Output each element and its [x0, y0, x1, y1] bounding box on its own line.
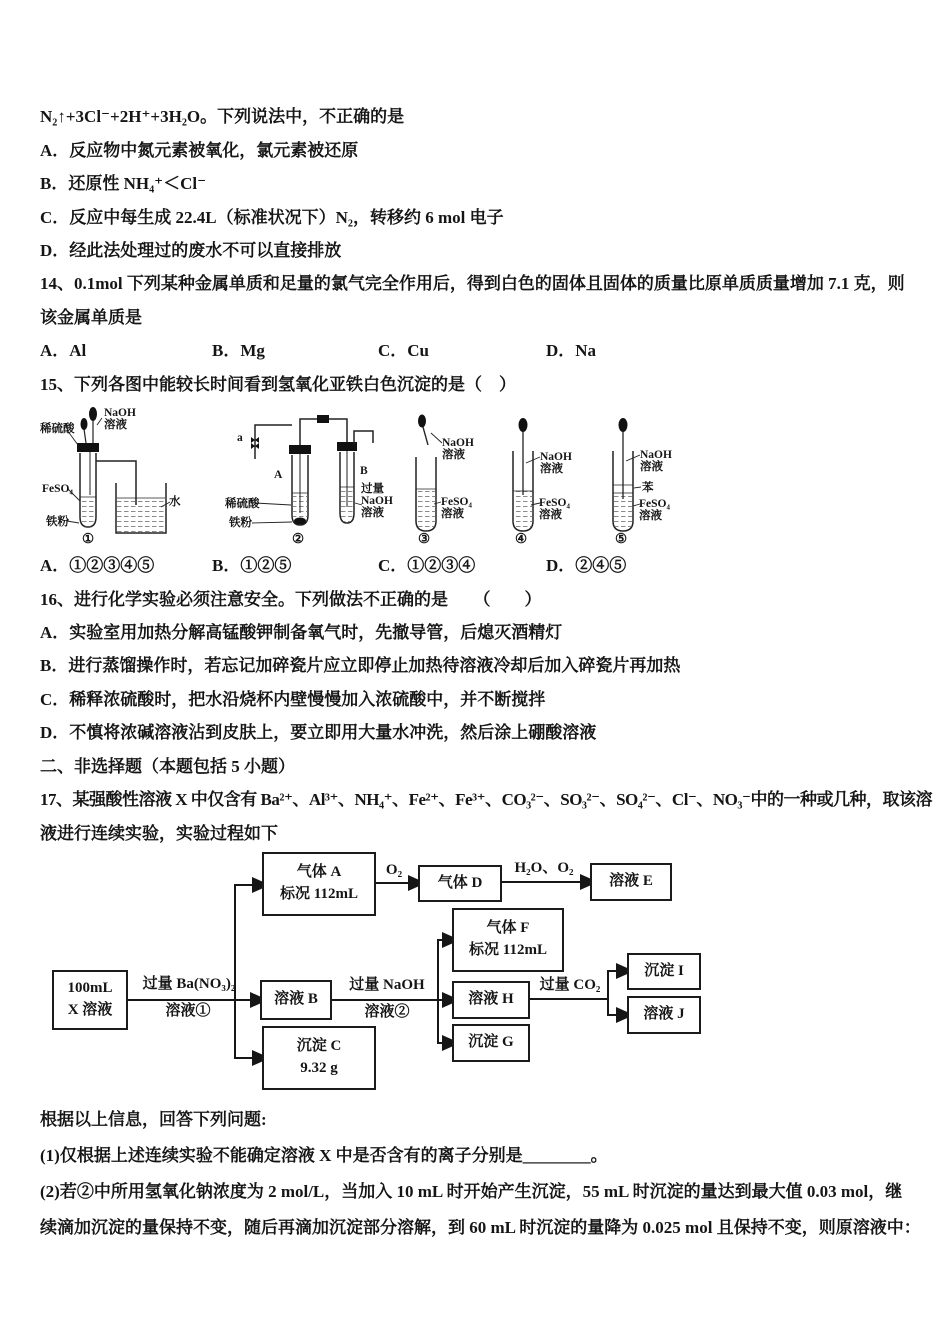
d2-label-dilute-acid: 稀硫酸 [225, 497, 260, 510]
d1-label-naoh-solution: 溶液 [104, 418, 127, 431]
flow-box-precipitate-g [452, 1024, 530, 1062]
flow-box-gas-d-label: 气体 D [437, 874, 483, 891]
flow-box-gas-a [262, 852, 376, 916]
q16-stem: 16、进行化学实验必须注意安全。下列做法不正确的是 （ ） [40, 589, 542, 609]
flow-edge-excess-barium-nitrate: 过量 Ba(NO₃)₂ [142, 975, 236, 992]
flow-box-gas-a-line1: 气体 A [296, 864, 342, 881]
flow-box-solution-h [452, 981, 530, 1019]
q14-option-d: D．Na [546, 341, 597, 361]
q14-stem-line2: 该金属单质是 [40, 307, 142, 327]
d1-caption: ① [82, 530, 95, 546]
d2-label-valve-a: a [237, 431, 243, 444]
flow-edge-excess-co2: 过量 CO₂ [539, 976, 601, 993]
d5-label-feso4-solution: 溶液 [639, 509, 662, 522]
flow-box-x-solution [52, 970, 128, 1030]
q16-option-b: B．进行蒸馏操作时，若忘记加碎瓷片应立即停止加热待溶液冷却后加入碎瓷片再加热 [40, 656, 681, 676]
q14-stem-line1: 14、0.1mol 下列某种金属单质和足量的氯气完全作用后，得到白色的固体且固体的质量比原单质质量增加 7.1 克，则 [40, 274, 905, 294]
d3-label-naoh: NaOH [442, 436, 474, 449]
d5-label-benzene: 苯 [642, 481, 654, 494]
flow-box-gas-f-line1: 气体 F [486, 920, 530, 937]
flow-box-x-line2: X 溶液 [67, 1001, 113, 1018]
d2-label-solution: 溶液 [361, 506, 384, 519]
flow-box-solution-b-label: 溶液 B [274, 991, 318, 1007]
d5-caption: ⑤ [615, 530, 628, 546]
flow-edge-solution-2: 溶液② [364, 1003, 410, 1020]
q15-apparatus-figure [40, 399, 750, 547]
d2-label-tube-a: A [274, 468, 283, 481]
q17-stem-line2: 液进行连续实验，实验过程如下 [40, 823, 278, 843]
q17-sub2-line2: 续滴加沉淀的量保持不变，随后再滴加沉淀部分溶解，到 60 mL 时沉淀的量降为 0.025 mol 且保持不变，则原溶液中： [40, 1218, 921, 1238]
flow-box-solution-e [590, 863, 672, 901]
flow-box-precipitate-c [262, 1026, 376, 1090]
q15-option-c: C．①②③④ [378, 556, 476, 576]
flow-box-solution-e-label: 溶液 E [609, 873, 653, 889]
d3-label-feso4-solution: 溶液 [441, 507, 464, 520]
d2-label-tube-b: B [360, 464, 368, 477]
q16-option-c: C．稀释浓硫酸时，把水沿烧杯内壁慢慢加入浓硫酸中，并不断搅拌 [40, 689, 546, 709]
q13-option-c: C．反应中每生成 22.4L（标准状况下）N₂，转移约 6 mol 电子 [40, 207, 504, 227]
q13-option-d: D．经此法处理过的废水不可以直接排放 [40, 240, 342, 260]
d5-label-feso4: FeSO₄ [639, 497, 670, 510]
q14-option-c: C．Cu [378, 341, 430, 361]
q17-stem-line1: 17、某强酸性溶液 X 中仅含有 Ba²⁺、Al³⁺、NH₄⁺、Fe²⁺、Fe³⁺、CO₃²⁻、SO₃²⁻、SO₄²⁻、Cl⁻、NO₃⁻中的一种或几种，取该溶 [40, 790, 932, 810]
d1-label-dilute-acid: 稀硫酸 [40, 422, 75, 435]
flow-box-gas-f [452, 908, 564, 972]
flow-box-precipitate-c-line1: 沉淀 C [296, 1038, 342, 1055]
d4-caption: ④ [515, 530, 528, 546]
d4-label-naoh-solution: 溶液 [540, 462, 563, 475]
section2-title: 二、非选择题（本题包括 5 小题） [40, 756, 295, 776]
d5-label-naoh: NaOH [640, 448, 672, 461]
q13-option-a: A．反应物中氮元素被氧化，氯元素被还原 [40, 140, 359, 160]
q13-stem: N₂↑+3Cl⁻+2H⁺+3H₂O。下列说法中，不正确的是 [40, 107, 405, 127]
d2-caption: ② [292, 530, 305, 546]
q14-option-a: A．Al [40, 341, 87, 361]
flow-box-precipitate-i [627, 953, 701, 990]
flow-box-solution-h-label: 溶液 H [468, 991, 514, 1007]
d1-label-feso4: FeSO₄ [42, 482, 73, 495]
flow-box-solution-j-label: 溶液 J [643, 1006, 685, 1022]
flow-box-precipitate-g-label: 沉淀 G [468, 1034, 514, 1050]
flow-box-solution-j [627, 996, 701, 1034]
d5-label-naoh-solution: 溶液 [640, 460, 663, 473]
flow-edge-excess-naoh: 过量 NaOH [349, 976, 425, 993]
flow-edge-o2: O₂ [385, 861, 403, 878]
q14-option-b: B．Mg [212, 341, 265, 361]
q16-option-d: D．不慎将浓碱溶液沾到皮肤上，要立即用大量水冲洗，然后涂上硼酸溶液 [40, 723, 597, 743]
q17-prompt: 根据以上信息，回答下列问题: [40, 1110, 267, 1130]
d2-label-excess: 过量 [361, 482, 384, 495]
q14-options [40, 332, 920, 365]
q17-sub1: (1)仅根据上述连续实验不能确定溶液 X 中是否含有的离子分别是________。 [40, 1146, 608, 1166]
flow-box-x-line1: 100mL [67, 980, 113, 997]
d1-label-naoh: NaOH [104, 406, 136, 419]
q15-option-d: D．②④⑤ [546, 556, 627, 576]
d1-label-water: 水 [169, 495, 181, 508]
d4-label-naoh: NaOH [540, 450, 572, 463]
flow-box-gas-f-line2: 标况 112mL [469, 941, 547, 958]
q17-sub2-line1: (2)若②中所用氢氧化钠浓度为 2 mol/L，当加入 10 mL 时开始产生沉淀，55 mL 时沉淀的量达到最大值 0.03 mol，继 [40, 1182, 903, 1202]
flow-box-gas-d [418, 865, 502, 902]
q15-stem: 15、下列各图中能较长时间看到氢氧化亚铁白色沉淀的是（ ） [40, 374, 516, 394]
d4-label-feso4: FeSO₄ [539, 496, 570, 509]
flow-edge-h2o-o2: H₂O、O₂ [514, 859, 574, 876]
flow-box-precipitate-c-line2: 9.32 g [300, 1059, 338, 1076]
d4-label-feso4-solution: 溶液 [539, 508, 562, 521]
d2-label-iron-powder: 铁粉 [229, 516, 252, 529]
d2-label-naoh: NaOH [361, 494, 393, 507]
flow-edge-solution-1: 溶液① [165, 1002, 211, 1019]
d1-label-iron-powder: 铁粉 [46, 515, 69, 528]
q15-option-b: B．①②⑤ [212, 556, 292, 576]
q17-flowchart [40, 850, 730, 1100]
flow-box-gas-a-line2: 标况 112mL [280, 885, 358, 902]
d3-caption: ③ [418, 530, 431, 546]
d3-label-feso4: FeSO₄ [441, 495, 472, 508]
q13-option-b: B．还原性 NH₄⁺＜Cl⁻ [40, 174, 207, 194]
flow-box-solution-b [260, 980, 332, 1020]
flow-box-precipitate-i-label: 沉淀 I [644, 962, 684, 979]
q16-option-a: A．实验室用加热分解高锰酸钾制备氧气时，先撤导管，后熄灭酒精灯 [40, 623, 563, 643]
d3-label-naoh-solution: 溶液 [442, 448, 465, 461]
q15-options [40, 547, 920, 580]
q15-option-a: A．①②③④⑤ [40, 556, 155, 576]
